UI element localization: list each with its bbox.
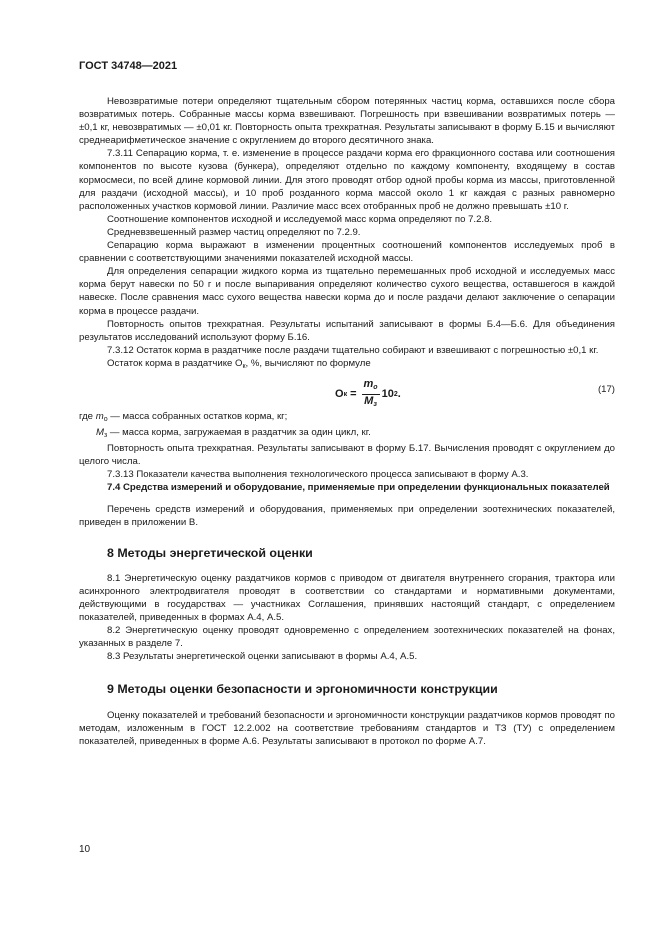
formula-intro: Остаток корма в раздатчике $О_к$, %, вычисляют по формуле bbox=[107, 357, 371, 370]
section-9-title: 9 Методы оценки безопасности и эргономичности конструкции bbox=[107, 682, 498, 697]
section-8-title: 8 Методы энергетической оценки bbox=[107, 545, 313, 560]
standard-header: ГОСТ 34748—2021 bbox=[79, 60, 178, 72]
page-number: 10 bbox=[79, 844, 91, 855]
formula-fraction: $\frac{m_о}{M_з}$ bbox=[363, 377, 378, 408]
paragraph: Повторность опыта трехкратная. Результаты записывают в форму Б.17. Вычисления проводят с округлением до целого числа. bbox=[79, 443, 615, 468]
paragraph: Соотношение компонентов исходной и исследуемой масс корма определяют по 7.2.8. bbox=[107, 213, 493, 225]
paragraph: Для определения сепарации жидкого корма из тщательно перемешанных проб исходной и исследуемых масс корма берут навески по 50 г и после выпаривания определяют количество сухого вещества, оставшегося в каждой навеске. После сравнения масс сухого вещества навески корма до и после раздачи делают заключение о сепарации корма в процессе раздачи. bbox=[79, 266, 615, 317]
document-body bbox=[79, 95, 615, 748]
paragraph-8-2: 8.2 Энергетическую оценку проводят одновременно с определением зоотехнических показателей на фонах, указанных в разделе 7. bbox=[79, 625, 615, 650]
paragraph: Оценку показателей и требований безопасности и эргономичности конструкции раздатчиков кормов проводят по методам, изложенным в ГОСТ 12.2.002 на соответствие требованиям стандартов и ТЗ (ТУ) с определением показателей, приведенных в форме А.6. Результаты записывают в протокол по форме А.7. bbox=[79, 709, 615, 747]
paragraph-7-3-11: 7.3.11 Сепарацию корма, т. е. изменение в процессе раздачи корма его фракционного состава или соотношения компонентов по высоте кузова (бункера), определяют отдельно по каждому компоненту, входящему в состав кормосмеси, по всей длине кормовой линии. Для этого проводят отбор одной пробы корма из массы, приготовленной для раздачи (исходной массы), и 10 проб розданного корма массой около 1 кг каждая с разных равномерно расположенных участков кормовой линии. Различие масс всех отобранных проб не должно превышать ±10 г. bbox=[79, 148, 615, 212]
paragraph-7-3-12: 7.3.12 Остаток корма в раздатчике после раздачи тщательно собирают и взвешивают с погрешностью ±0,1 кг. bbox=[107, 344, 599, 356]
paragraph: Перечень средств измерений и оборудования, применяемых при определении зоотехнических показателей, приведен в приложении В. bbox=[79, 503, 615, 528]
formula-expression: О к = $\frac{m_о}{M_з}$ 10 2 . bbox=[335, 378, 401, 411]
paragraph-7-3-13: 7.3.13 Показатели качества выполнения технологического процесса записывают в форму А.3. bbox=[107, 469, 529, 481]
paragraph: Сепарацию корма выражают в изменении процентных соотношений компонентов исследуемых проб в сравнении с соответствующими значениями показателей исходной массы. bbox=[79, 240, 615, 265]
formula-number: (17) bbox=[597, 383, 615, 395]
paragraph-8-3: 8.3 Результаты энергетической оценки записывают в формы А.4, А.5. bbox=[107, 651, 418, 663]
paragraph: Повторность опытов трехкратная. Результаты испытаний записывают в формы Б.4—Б.6. Для объединения результатов исследований используют форму Б.16. bbox=[79, 318, 615, 343]
subsection-7-4-title: 7.4 Средства измерений и оборудование, применяемые при определении функциональных показателей bbox=[107, 482, 610, 494]
formula-legend: где $m_о$ — масса собранных остатков корма, кг; $M_з$ — масса корма, загружаемая в раздатчик за один цикл, кг. bbox=[79, 410, 371, 440]
paragraph: Невозвратимые потери определяют тщательным сбором потерянных частиц корма, оставшихся после сбора возвратимых потерь. Собранные массы корма взвешивают. Погрешность при взвешивании возвратимых потерь — ±0,1 кг, невозвратимых — ±0,01 кг. Повторность опыта трехкратная. Результаты записывают в форму Б.15 и вычисляют среднеарифметическое значение с округлением до второго десятичного знака. bbox=[79, 96, 615, 147]
formula-17 bbox=[79, 374, 615, 410]
paragraph: Средневзвешенный размер частиц определяют по 7.2.9. bbox=[107, 226, 361, 238]
paragraph-8-1: 8.1 Энергетическую оценку раздатчиков кормов с приводом от двигателя внутреннего сгорания, трактора или асинхронного электродвигателя проводят в соответствии со стандартами и нормативными документами, действующими в государствах — участниках Соглашения, принявших настоящий стандарт, с определением показателей, приведенных в формах А.4, А.5. bbox=[79, 572, 615, 624]
